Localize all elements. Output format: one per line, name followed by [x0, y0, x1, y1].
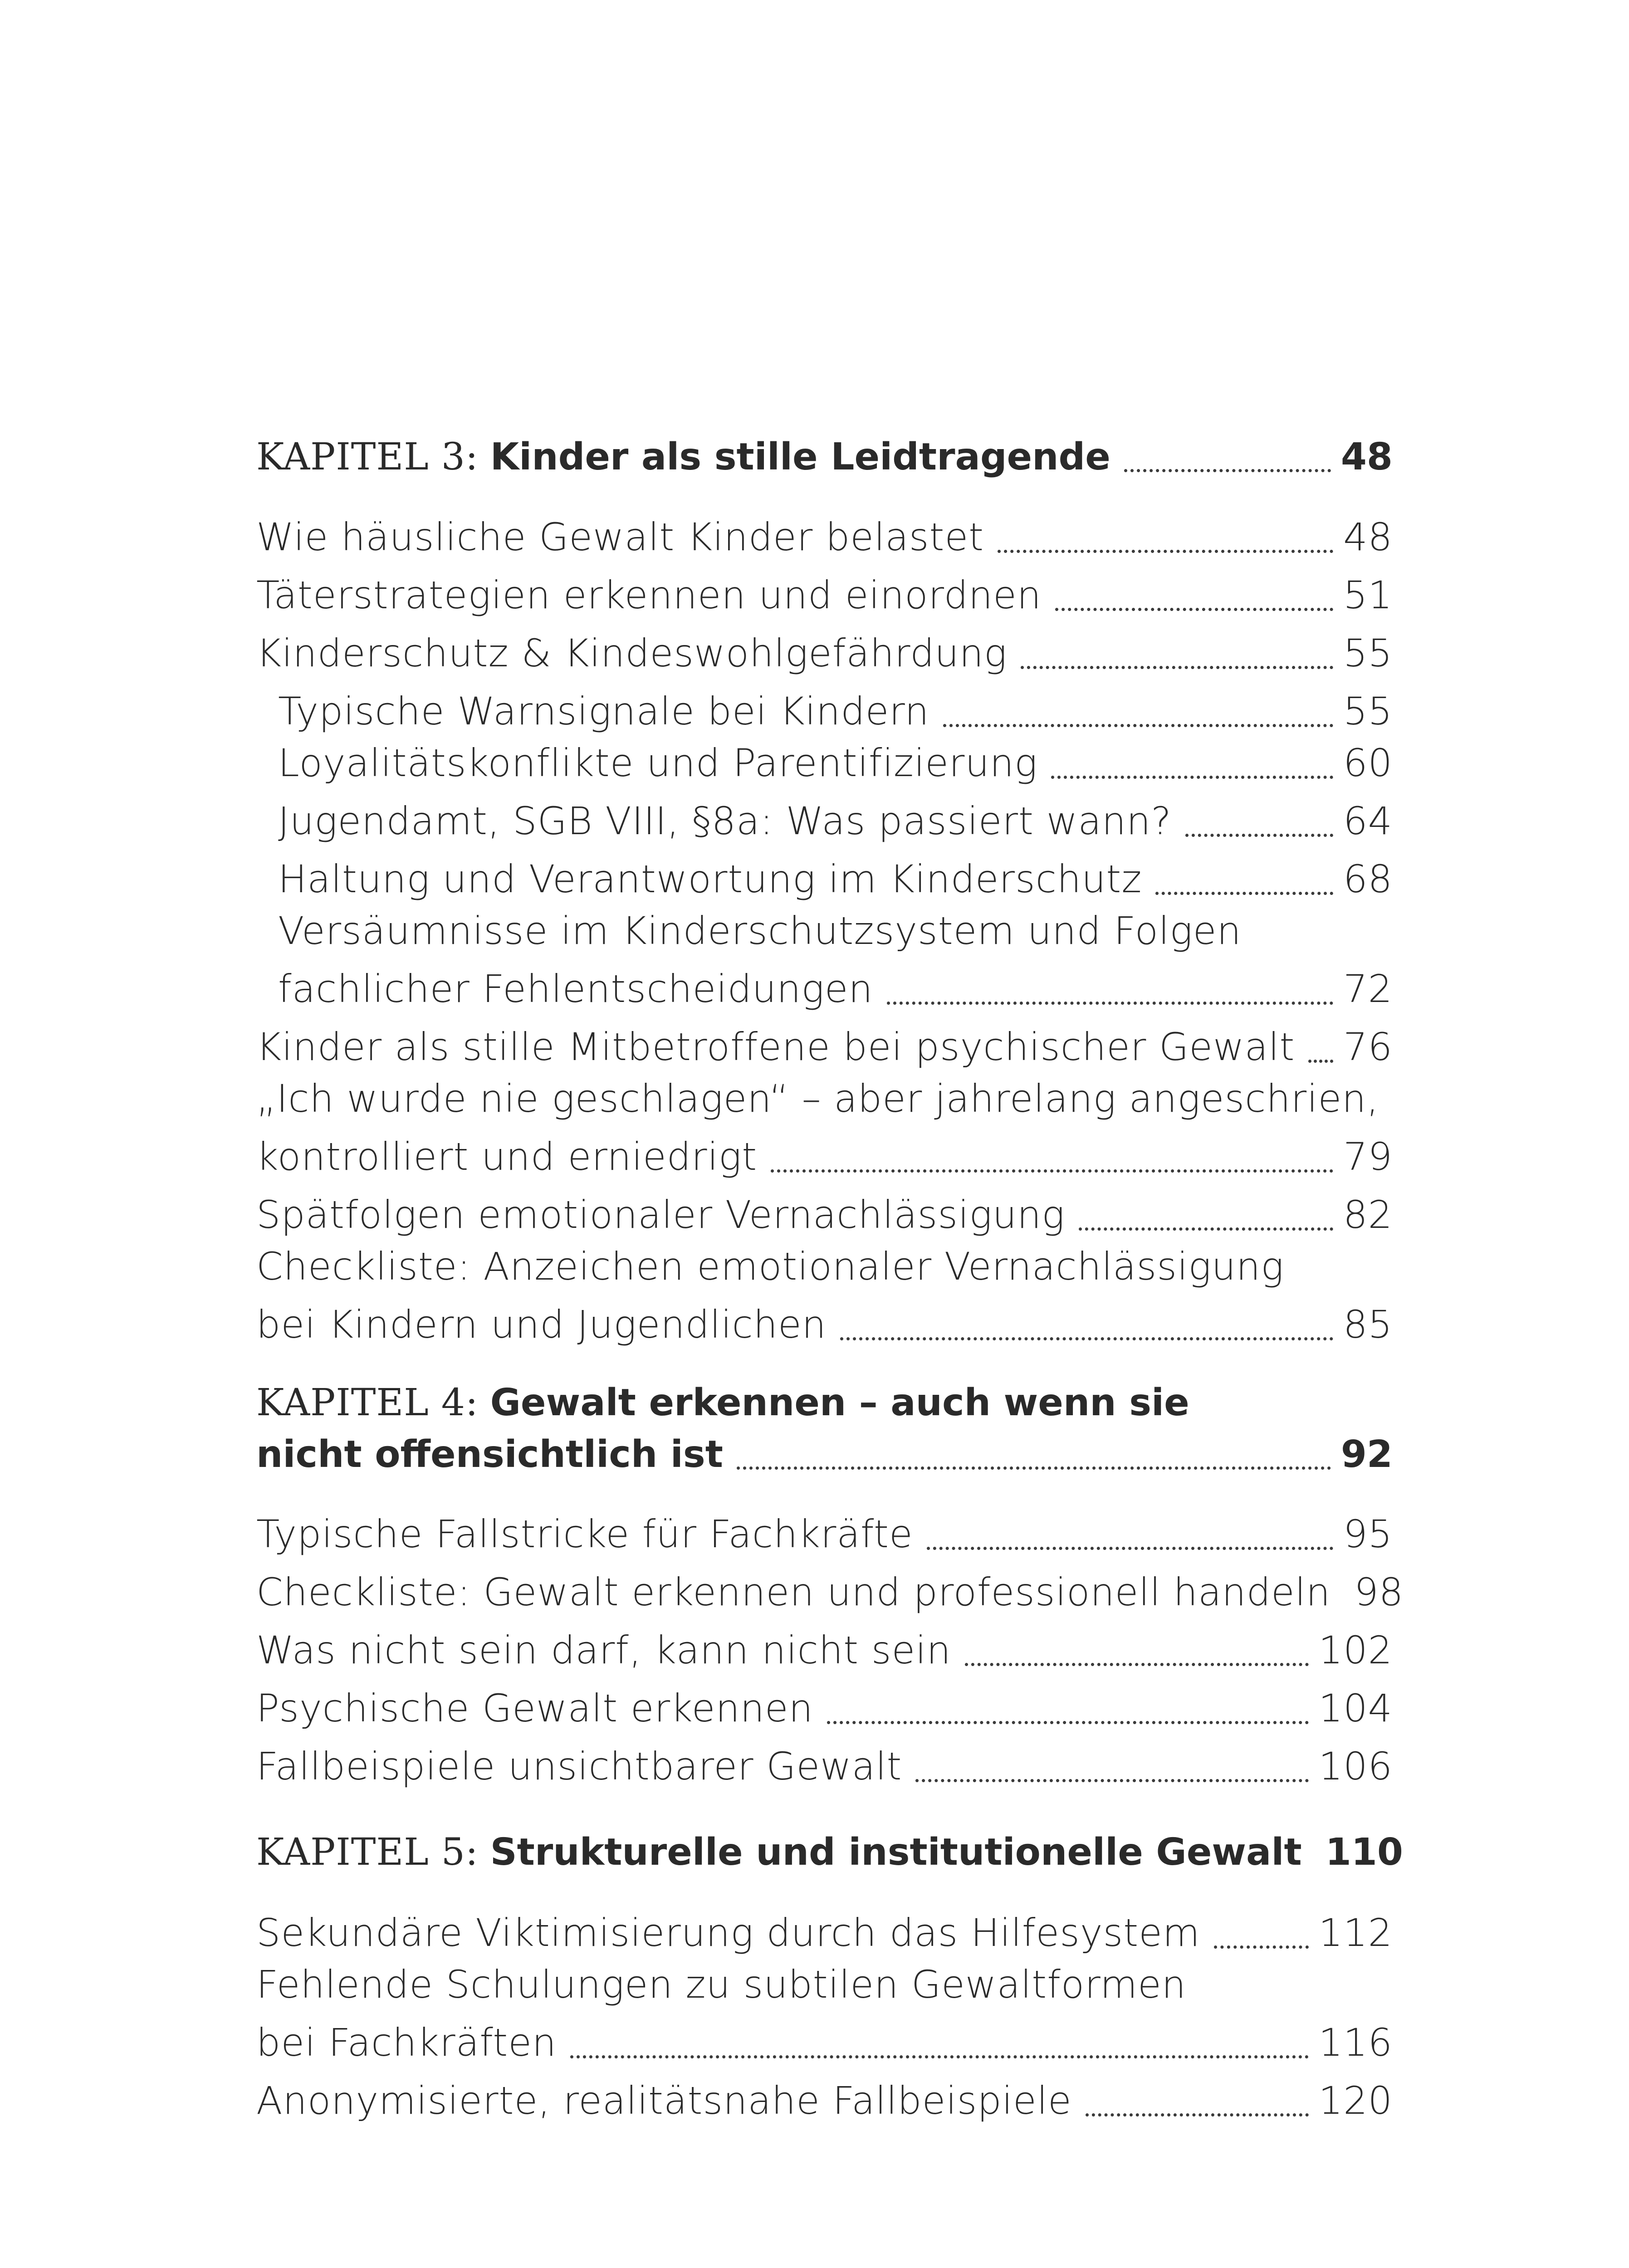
dot-leader — [1086, 2113, 1309, 2116]
entry-title: Was nicht sein darf, kann nicht sein — [256, 1628, 951, 1672]
page-number: 55 — [1343, 631, 1393, 675]
entry-title: bei Kindern und Jugendlichen — [256, 1302, 827, 1347]
chapter-heading — [256, 435, 1393, 479]
chapter-number: KAPITEL 5: — [256, 1831, 479, 1874]
page-number: 68 — [1343, 857, 1393, 901]
page-number: 112 — [1318, 1911, 1393, 1955]
toc-subentry — [278, 857, 1393, 901]
entry-title: Wie häusliche Gewalt Kinder belastet — [256, 515, 984, 559]
chapter-number: KAPITEL 4: — [256, 1381, 479, 1424]
entry-title: Jugendamt, SGB VIII, §8a: Was passiert wann? — [278, 799, 1172, 843]
toc-entry — [256, 2020, 1393, 2065]
page-number: 104 — [1318, 1686, 1393, 1730]
toc-entry — [256, 515, 1393, 559]
dot-leader — [771, 1169, 1333, 1173]
dot-leader — [998, 550, 1333, 553]
toc-subentry — [278, 689, 1393, 733]
entry-title: fachlicher Fehlentscheidungen — [278, 967, 873, 1011]
chapter-heading — [256, 1831, 1403, 1874]
page-number: 95 — [1343, 1512, 1393, 1556]
page-number: 72 — [1343, 967, 1393, 1011]
toc-entry — [256, 573, 1393, 617]
page-number: 92 — [1340, 1433, 1393, 1476]
dot-leader — [1055, 608, 1333, 611]
entry-title-line: Checkliste: Anzeichen emotionaler Vernachlässigung — [256, 1244, 1284, 1289]
toc-subentry — [278, 967, 1393, 1011]
dot-leader — [1051, 776, 1333, 779]
toc-entry-line — [256, 1076, 1393, 1121]
entry-title: Loyalitätskonflikte und Parentifizierung — [278, 741, 1038, 785]
page-number: 98 — [1354, 1570, 1404, 1614]
page-number: 64 — [1343, 799, 1393, 843]
toc-subentry-line — [278, 909, 1393, 953]
toc-entry — [256, 1512, 1393, 1556]
chapter-title: Gewalt erkennen – auch wenn sie — [490, 1381, 1189, 1424]
dot-leader — [1079, 1227, 1333, 1231]
toc-entry-line — [256, 1962, 1393, 2007]
entry-title: Checkliste: Gewalt erkennen und professionell handeln — [256, 1570, 1331, 1614]
toc-entry — [256, 2078, 1393, 2123]
page-number: 48 — [1343, 515, 1393, 559]
page-number: 79 — [1343, 1134, 1393, 1179]
dot-leader — [965, 1663, 1309, 1666]
dot-leader — [827, 1721, 1309, 1724]
dot-leader — [1155, 892, 1333, 895]
page-number: 85 — [1343, 1302, 1393, 1347]
toc-entry — [256, 1570, 1404, 1614]
dot-leader — [1185, 834, 1333, 837]
entry-title-line: Fehlende Schulungen zu subtilen Gewaltformen — [256, 1962, 1186, 2007]
page-number: 106 — [1318, 1744, 1393, 1789]
entry-title: Täterstrategien erkennen und einordnen — [256, 573, 1042, 617]
toc-entry — [256, 1302, 1393, 1347]
dot-leader — [1021, 666, 1333, 669]
page-number: 116 — [1318, 2020, 1393, 2065]
entry-title-line: Versäumnisse im Kinderschutzsystem und Folgen — [278, 909, 1242, 953]
toc-entry — [256, 1911, 1393, 1955]
dot-leader — [1214, 1945, 1309, 1949]
page-number: 76 — [1343, 1025, 1393, 1069]
toc-entry — [256, 1193, 1393, 1237]
chapter-title: Strukturelle und institutionelle Gewalt — [490, 1831, 1302, 1874]
dot-leader — [927, 1547, 1333, 1550]
entry-title-line: „Ich wurde nie geschlagen“ – aber jahrelang angeschrien, — [256, 1076, 1380, 1121]
entry-title: Kinderschutz & Kindeswohlgefährdung — [256, 631, 1008, 675]
dot-leader — [1124, 469, 1331, 472]
dot-leader — [737, 1466, 1331, 1470]
entry-title: Anonymisierte, realitätsnahe Fallbeispiele — [256, 2078, 1072, 2123]
page-number: 110 — [1325, 1831, 1403, 1874]
dot-leader — [887, 1002, 1333, 1005]
page-number: 120 — [1318, 2078, 1393, 2123]
entry-title: Haltung und Verantwortung im Kinderschutz — [278, 857, 1142, 901]
toc-entry — [256, 631, 1393, 675]
chapter-heading-line — [256, 1381, 1393, 1424]
entry-title: Psychische Gewalt erkennen — [256, 1686, 813, 1730]
toc-entry — [256, 1134, 1393, 1179]
dot-leader — [943, 724, 1334, 727]
entry-title: kontrolliert und erniedrigt — [256, 1134, 758, 1179]
chapter-title: Kinder als stille Leidtragende — [490, 435, 1110, 479]
toc-entry — [256, 1744, 1393, 1789]
page-number: 51 — [1343, 573, 1393, 617]
toc-subentry — [278, 741, 1393, 785]
entry-title: Sekundäre Viktimisierung durch das Hilfesystem — [256, 1911, 1200, 1955]
page-number: 102 — [1318, 1628, 1393, 1672]
entry-title: Spätfolgen emotionaler Vernachlässigung — [256, 1193, 1065, 1237]
page-number: 60 — [1343, 741, 1393, 785]
dot-leader — [840, 1337, 1333, 1340]
dot-leader — [1308, 1060, 1333, 1063]
chapter-number: KAPITEL 3: — [256, 435, 479, 479]
toc-entry — [256, 1025, 1393, 1069]
entry-title: bei Fachkräften — [256, 2020, 557, 2065]
toc-entry — [256, 1628, 1393, 1672]
toc-entry-line — [256, 1244, 1393, 1289]
page-number: 55 — [1343, 689, 1393, 733]
toc-entry — [256, 1686, 1393, 1730]
entry-title: Kinder als stille Mitbetroffene bei psychischer Gewalt — [256, 1025, 1295, 1069]
entry-title: Fallbeispiele unsichtbarer Gewalt — [256, 1744, 902, 1789]
dot-leader — [915, 1779, 1308, 1782]
dot-leader — [570, 2055, 1309, 2058]
chapter-title-line: nicht offensichtlich ist — [256, 1433, 723, 1476]
page-number: 82 — [1343, 1193, 1393, 1237]
page-number: 48 — [1340, 435, 1393, 479]
entry-title: Typische Warnsignale bei Kindern — [278, 689, 929, 733]
chapter-heading — [256, 1433, 1393, 1476]
toc-subentry — [278, 799, 1393, 843]
entry-title: Typische Fallstricke für Fachkräfte — [256, 1512, 913, 1556]
